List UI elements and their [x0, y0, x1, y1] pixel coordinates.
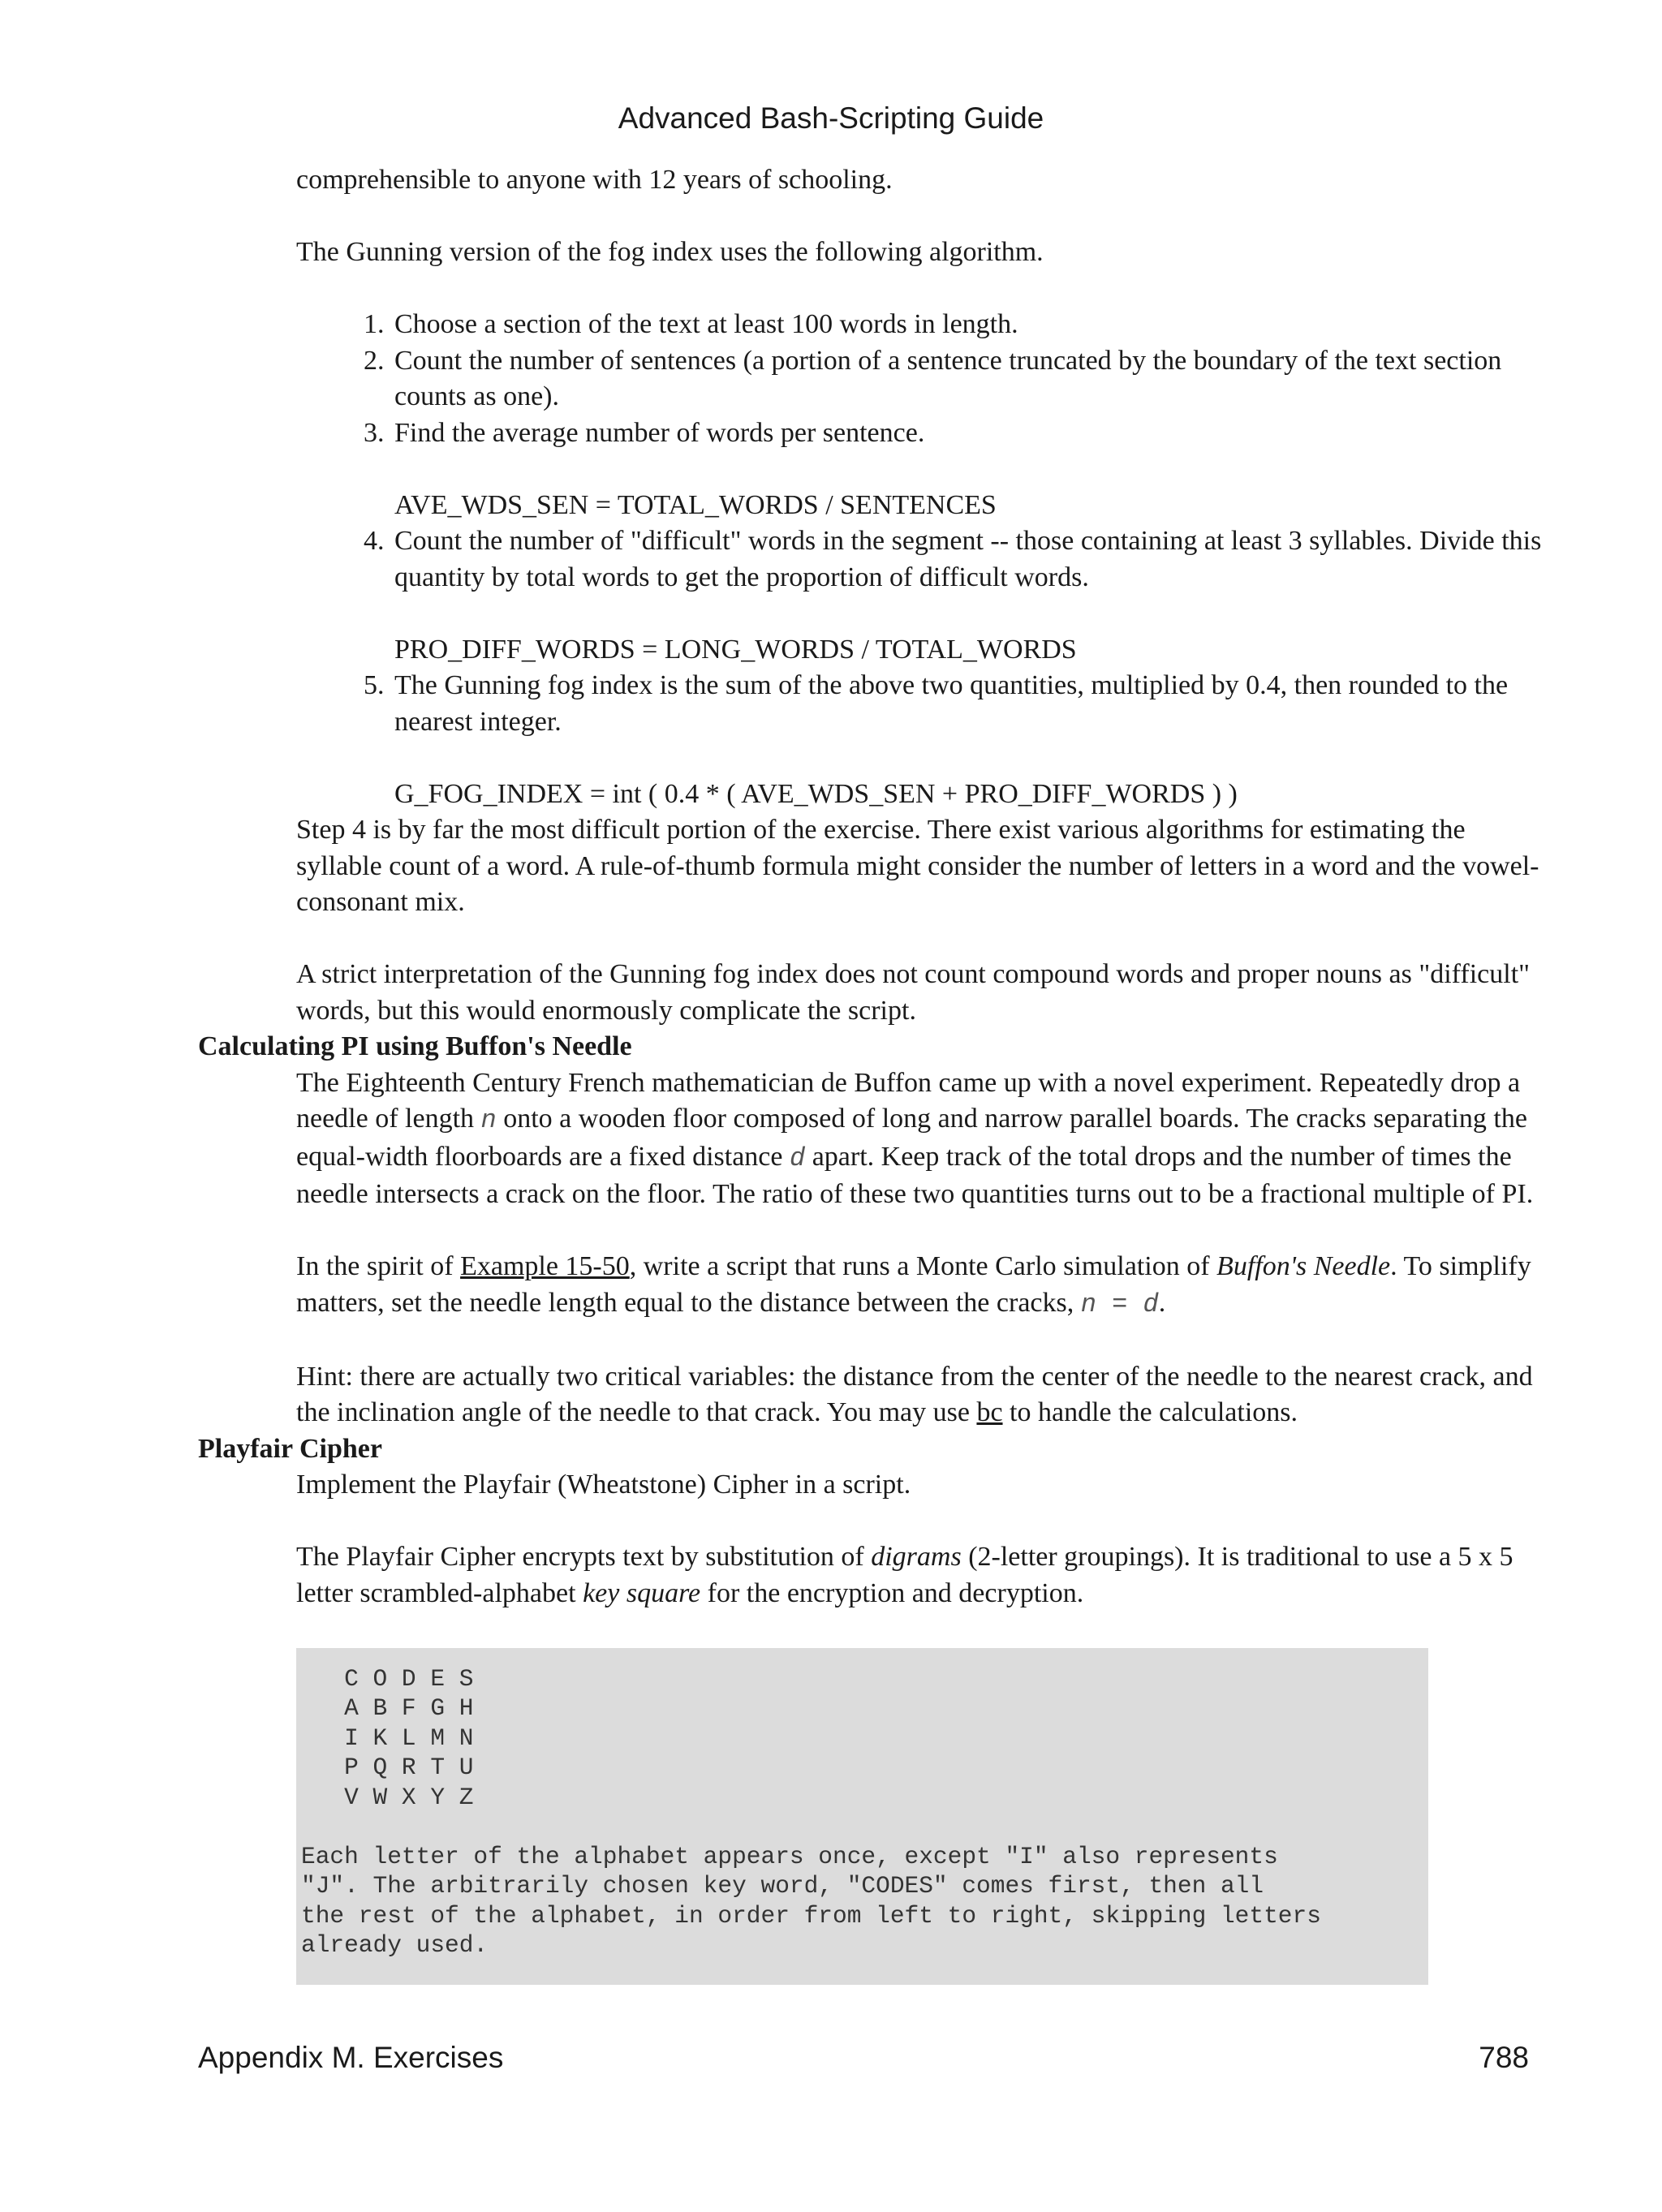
formula: G_FOG_INDEX = int ( 0.4 * ( AVE_WDS_SEN + PRO_DIFF_WORDS ) ) [394, 778, 1238, 809]
list-item-number: 2. [364, 345, 385, 376]
list-item-number: 5. [364, 670, 385, 700]
emphasis: key square [583, 1577, 701, 1608]
example-link[interactable]: Example 15-50 [460, 1251, 630, 1281]
list-item [364, 523, 1542, 668]
playfair-paragraph-2 [296, 1539, 1542, 1612]
text: apart. Keep track of the total drops and the number of times the needle intersects a crack on the floor. The ratio of these two quantities turns out to be a fractional multiple of PI. [296, 1141, 1534, 1209]
list-item [364, 343, 1542, 415]
footer-section-title: Appendix M. Exercises [198, 2041, 504, 2074]
bc-link[interactable]: bc [976, 1397, 1003, 1427]
list-item-text: Count the number of "difficult" words in the segment -- those containing at least 3 syllables. Divide this quantity by total words to get the proportion of difficult words. [394, 526, 1542, 592]
emphasis: digrams [871, 1542, 962, 1572]
page-content [0, 162, 1662, 1985]
text: for the encryption and decryption. [700, 1577, 1084, 1608]
fog-paragraph-4: A strict interpretation of the Gunning fog index does not count compound words and proper nouns as "difficult" words, but this would enormously complicate the script. [296, 959, 1531, 1026]
fog-algorithm-list [296, 307, 1542, 812]
list-item-text: Count the number of sentences (a portion of a sentence truncated by the boundary of the text section counts as one). [394, 345, 1502, 411]
text: The Playfair Cipher encrypts text by substitution of [296, 1542, 872, 1572]
section-title-playfair: Playfair Cipher [198, 1433, 382, 1464]
list-item-text: Find the average number of words per sentence. [394, 417, 925, 448]
fog-paragraph-1: comprehensible to anyone with 12 years of schooling. [296, 165, 893, 195]
footer-page-number: 788 [1479, 2041, 1529, 2074]
text: . [1158, 1287, 1166, 1318]
buffon-section [296, 1065, 1542, 1431]
text: . To simplify matters, set the needle length equal to the distance between the cracks, [296, 1251, 1531, 1318]
buffon-paragraph-3 [296, 1359, 1542, 1431]
list-item [364, 415, 1542, 524]
formula: AVE_WDS_SEN = TOTAL_WORDS / SENTENCES [394, 489, 997, 520]
variable-n: n [480, 1105, 497, 1135]
buffon-paragraph-2 [296, 1249, 1542, 1323]
section-title-buffon: Calculating PI using Buffon's Needle [198, 1031, 632, 1061]
fog-section [296, 162, 1542, 1029]
text: to handle the calculations. [1002, 1397, 1298, 1427]
text: The Eighteenth Century French mathematician de Buffon came up with a novel experiment. Repeatedly drop a needle of length [296, 1067, 1521, 1134]
text: (2-letter groupings). It is traditional to use a 5 x 5 letter scrambled-alphabet [296, 1542, 1513, 1608]
playfair-paragraph-1: Implement the Playfair (Wheatstone) Cipher in a script. [296, 1470, 911, 1500]
list-item [364, 307, 1542, 343]
text: In the spirit of [296, 1251, 461, 1281]
text: , write a script that runs a Monte Carlo simulation of [629, 1251, 1217, 1281]
list-item-text: The Gunning fog index is the sum of the above two quantities, multiplied by 0.4, then rounded to the nearest integer. [394, 670, 1509, 737]
variable-d: d [789, 1143, 806, 1173]
emphasis: Buffon's Needle [1216, 1251, 1391, 1281]
formula: PRO_DIFF_WORDS = LONG_WORDS / TOTAL_WORDS [394, 634, 1077, 665]
list-item-text: Choose a section of the text at least 100 words in length. [394, 309, 1018, 339]
list-item-number: 1. [364, 309, 385, 339]
text: Hint: there are actually two critical variables: the distance from the center of the needle to the nearest crack, and the inclination angle of the needle to that crack. You may use [296, 1361, 1533, 1427]
code-block: C O D E S A B F G H I K L M N P Q R T U V W X Y Z Each letter of the alphabet appears once, except "I" also represents "J". The arbitrarily chosen key word, "CODES" comes first, then all the rest of the alphabet, in order from left to right, skipping letters already used. [296, 1648, 1428, 1985]
buffon-paragraph-1 [296, 1065, 1542, 1213]
list-item-number: 4. [364, 526, 385, 556]
fog-paragraph-3: Step 4 is by far the most difficult portion of the exercise. There exist various algorithms for estimating the syllable count of a word. A rule-of-thumb formula might consider the number of letters in a word and the vowel-consonant mix. [296, 815, 1539, 917]
playfair-section [296, 1467, 1542, 1612]
inline-code: n = d [1080, 1289, 1159, 1319]
page-header: Advanced Bash-Scripting Guide [618, 101, 1044, 135]
fog-paragraph-2: The Gunning version of the fog index uses the following algorithm. [296, 237, 1044, 267]
text: onto a wooden floor composed of long and narrow parallel boards. The cracks separating the equal-width floorboards are a fixed distance [296, 1104, 1527, 1172]
list-item [364, 668, 1542, 812]
list-item-number: 3. [364, 417, 385, 448]
